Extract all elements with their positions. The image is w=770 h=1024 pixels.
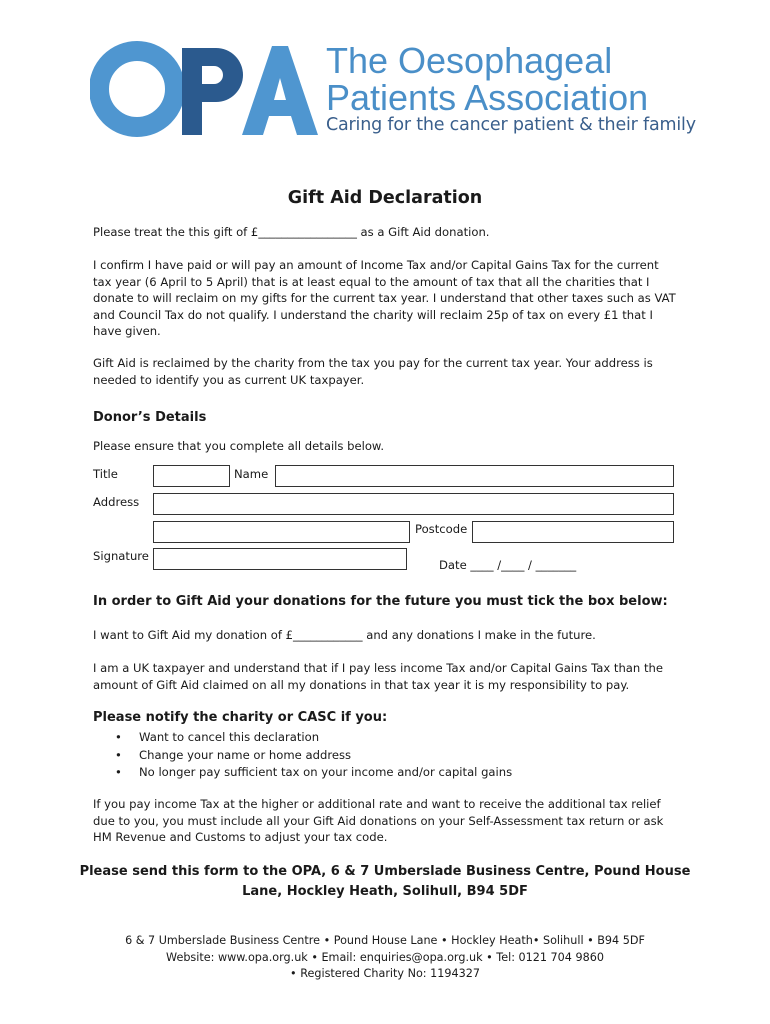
bullet-icon: • [115, 730, 122, 744]
reclaim-paragraph [93, 355, 693, 388]
footer-contact: Website: www.opa.org.uk • Email: enquiries@opa.org.uk • Tel: 0121 704 9860 [166, 950, 604, 964]
notify-heading: Please notify the charity or CASC if you: [93, 710, 388, 725]
gift-amount-line: Please treat the this gift of £_________________ as a Gift Aid donation. [93, 225, 490, 239]
title-field[interactable] [153, 465, 230, 487]
confirmation-line: have given. [93, 324, 161, 339]
address-field-line1[interactable] [153, 493, 674, 515]
opa-logo-mark [90, 40, 320, 140]
confirmation-line: I confirm I have paid or will pay an amount of Income Tax and/or Capital Gains Tax for the current [93, 258, 659, 272]
date-field[interactable]: Date ____ /____ / _______ [439, 558, 577, 572]
postcode-label: Postcode [415, 522, 468, 536]
taxpayer-line: amount of Gift Aid claimed on all my donations in that tax year it is my responsibility to pay. [93, 677, 630, 692]
higher-rate-line: If you pay income Tax at the higher or additional rate and want to receive the additional tax relief [93, 797, 661, 811]
future-donations-heading: In order to Gift Aid your donations for the future you must tick the box below: [93, 594, 668, 609]
list-item: • No longer pay sufficient tax on your income and/or capital gains [115, 764, 512, 782]
footer [0, 933, 770, 983]
send-instructions [0, 862, 770, 902]
name-field[interactable] [275, 465, 674, 487]
list-item: • Want to cancel this declaration [115, 729, 512, 747]
higher-rate-line: due to you, you must include all your Gift Aid donations on your Self-Assessment tax return or ask [93, 813, 664, 828]
brand-tagline: Caring for the cancer patient & their family [326, 115, 696, 135]
page-title: Gift Aid Declaration [287, 188, 483, 208]
address-field-line2[interactable] [153, 521, 410, 543]
donor-details-heading: Donor’s Details [93, 410, 207, 425]
higher-rate-line: HM Revenue and Customs to adjust your tax code. [93, 830, 388, 845]
send-line: Lane, Hockley Heath, Solihull, B94 5DF [242, 884, 528, 899]
footer-charity-number: • Registered Charity No: 1194327 [290, 967, 480, 980]
confirmation-line: donate to will reclaim on my gifts for the current tax year. I understand that other taxes such as VAT [93, 291, 676, 306]
signature-label: Signature [93, 549, 149, 563]
send-line: Please send this form to the OPA, 6 & 7 Umberslade Business Centre, Pound House [79, 864, 691, 879]
bullet-icon: • [115, 765, 122, 779]
signature-field[interactable] [153, 548, 407, 570]
footer-address: 6 & 7 Umberslade Business Centre • Pound House Lane • Hockley Heath• Solihull • B94 5DF [125, 934, 645, 947]
notify-list [115, 729, 512, 782]
reclaim-line: needed to identify you as current UK taxpayer. [93, 372, 365, 387]
confirmation-paragraph [93, 257, 693, 340]
donor-instruction: Please ensure that you complete all details below. [93, 439, 385, 453]
confirmation-line: and Council Tax do not qualify. I understand the charity will reclaim 25p of tax on every £1 that I [93, 307, 653, 322]
list-item: • Change your name or home address [115, 747, 512, 765]
confirmation-line: tax year (6 April to 5 April) that is at least equal to the amount of tax that all the charities that I [93, 274, 650, 289]
higher-rate-paragraph [93, 796, 693, 846]
future-gift-aid-line: I want to Gift Aid my donation of £____________ and any donations I make in the future. [93, 628, 596, 642]
reclaim-line: Gift Aid is reclaimed by the charity from the tax you pay for the current tax year. Your address is [93, 356, 653, 370]
title-label: Title [93, 467, 118, 481]
postcode-field[interactable] [472, 521, 674, 543]
taxpayer-paragraph [93, 660, 693, 693]
address-label: Address [93, 495, 140, 509]
name-label: Name [234, 467, 269, 481]
brand-name-line1: The Oesophageal [326, 40, 613, 81]
brand-name-line2: Patients Association [326, 77, 649, 118]
bullet-icon: • [115, 747, 122, 762]
taxpayer-line: I am a UK taxpayer and understand that if I pay less income Tax and/or Capital Gains Tax than the [93, 661, 663, 675]
